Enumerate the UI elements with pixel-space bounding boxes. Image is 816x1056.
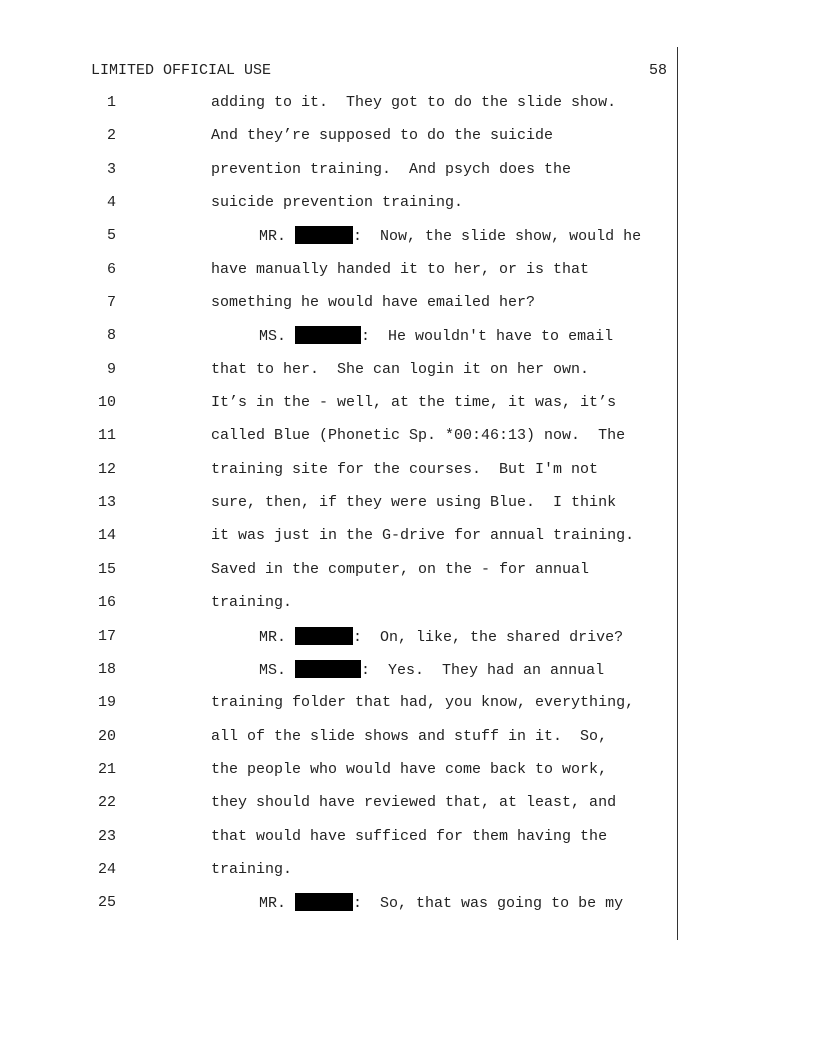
line-text: all of the slide shows and stuff in it. So, <box>211 727 608 745</box>
line-text: : Yes. They had an annual <box>361 661 605 679</box>
line-number: 11 <box>97 427 116 445</box>
line-number: 21 <box>97 760 116 778</box>
transcript-line <box>0 226 816 259</box>
speaker-line <box>259 893 623 914</box>
line-number: 22 <box>97 794 116 812</box>
line-text: And they’re supposed to do the suicide <box>211 127 554 145</box>
redacted-name <box>295 226 353 244</box>
transcript-line <box>0 560 816 593</box>
page-number: 58 <box>648 62 667 79</box>
speaker-line <box>259 627 623 648</box>
speaker-line <box>259 660 604 681</box>
line-number: 16 <box>97 594 116 612</box>
line-number: 19 <box>97 694 116 712</box>
classification-label: LIMITED OFFICIAL USE <box>91 62 272 79</box>
line-text: sure, then, if they were using Blue. I think <box>211 494 617 512</box>
line-number: 18 <box>97 660 116 678</box>
line-text: suicide prevention training. <box>211 194 464 212</box>
line-text: Saved in the computer, on the - for annual <box>211 560 590 578</box>
line-number: 23 <box>97 827 116 845</box>
transcript-line <box>0 827 816 860</box>
transcript-line <box>0 460 816 493</box>
page-header <box>91 61 667 81</box>
line-number: 25 <box>97 894 116 912</box>
speaker-title: MS. <box>259 328 287 346</box>
line-text: that would have sufficed for them having the <box>211 827 608 845</box>
redacted-name <box>295 326 361 344</box>
transcript-line <box>0 293 816 326</box>
transcript-line <box>0 727 816 760</box>
transcript-line <box>0 493 816 526</box>
line-text: called Blue (Phonetic Sp. *00:46:13) now. The <box>211 427 626 445</box>
transcript-line <box>0 627 816 660</box>
transcript-line <box>0 126 816 159</box>
transcript-line <box>0 160 816 193</box>
line-text: training folder that had, you know, everything, <box>211 694 635 712</box>
transcript-line <box>0 426 816 459</box>
line-number: 24 <box>97 860 116 878</box>
line-text: training. <box>211 860 293 878</box>
line-text: something he would have emailed her? <box>211 294 536 312</box>
line-text: that to her. She can login it on her own. <box>211 360 590 378</box>
speaker-title: MR. <box>259 895 287 913</box>
transcript-line <box>0 93 816 126</box>
transcript-line <box>0 360 816 393</box>
line-number: 10 <box>97 394 116 412</box>
line-text: It’s in the - well, at the time, it was, it’s <box>211 394 617 412</box>
transcript-line <box>0 593 816 626</box>
line-text: training site for the courses. But I'm not <box>211 460 599 478</box>
transcript-line <box>0 260 816 293</box>
line-number: 6 <box>106 260 116 278</box>
line-number: 2 <box>106 127 116 145</box>
line-text: the people who would have come back to work, <box>211 760 608 778</box>
transcript-line <box>0 893 816 926</box>
line-text: : So, that was going to be my <box>353 895 624 913</box>
speaker-title: MS. <box>259 661 287 679</box>
transcript-line <box>0 860 816 893</box>
redacted-name <box>295 627 353 645</box>
line-text: prevention training. And psych does the <box>211 160 572 178</box>
transcript-line <box>0 193 816 226</box>
line-number: 12 <box>97 460 116 478</box>
line-text: have manually handed it to her, or is that <box>211 260 590 278</box>
transcript-line <box>0 660 816 693</box>
speaker-line <box>259 226 641 247</box>
transcript-line <box>0 326 816 359</box>
line-text: adding to it. They got to do the slide show. <box>211 94 617 111</box>
line-text: it was just in the G-drive for annual training. <box>211 527 635 545</box>
transcript-body <box>0 93 816 927</box>
line-number: 8 <box>106 327 116 345</box>
line-number: 9 <box>106 360 116 378</box>
line-number: 5 <box>106 227 116 245</box>
line-text: : On, like, the shared drive? <box>353 628 624 646</box>
speaker-title: MR. <box>259 228 287 246</box>
line-number: 3 <box>106 160 116 178</box>
line-number: 14 <box>97 527 116 545</box>
transcript-line <box>0 526 816 559</box>
line-number: 1 <box>106 94 116 111</box>
line-number: 17 <box>97 627 116 645</box>
line-text: : He wouldn't have to email <box>361 328 614 346</box>
redacted-name <box>295 660 361 678</box>
transcript-line <box>0 760 816 793</box>
line-text: they should have reviewed that, at least, and <box>211 794 617 812</box>
transcript-line <box>0 393 816 426</box>
line-number: 20 <box>97 727 116 745</box>
line-number: 13 <box>97 494 116 512</box>
line-number: 4 <box>106 194 116 212</box>
line-text: : Now, the slide show, would he <box>353 228 642 246</box>
transcript-line <box>0 793 816 826</box>
speaker-line <box>259 326 613 347</box>
line-number: 7 <box>106 294 116 312</box>
speaker-title: MR. <box>259 628 287 646</box>
redacted-name <box>295 893 353 911</box>
line-number: 15 <box>97 560 116 578</box>
transcript-line <box>0 693 816 726</box>
line-text: training. <box>211 594 293 612</box>
